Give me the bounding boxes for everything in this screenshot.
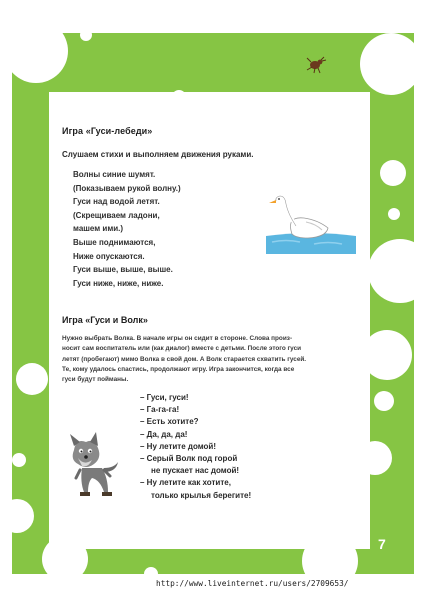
rules-line: носит сам воспитатель или (как диалог) вместе с детьми. После этого гуси [62, 345, 302, 353]
dialog-line: – Ну летите как хотите, [140, 478, 231, 488]
decor-dot [80, 33, 92, 41]
decor-dot [16, 363, 48, 395]
wolf-illustration [60, 432, 128, 500]
game1-intro: Слушаем стихи и выполняем движения руками. [62, 150, 254, 159]
rules-line: Нужно выбрать Волка. В начале игры он сидит в стороне. Слова произ- [62, 335, 293, 342]
bug-icon [303, 54, 327, 74]
game2-title: Игра «Гуси и Волк» [62, 315, 148, 325]
page-number: 7 [378, 536, 386, 552]
decor-dot [374, 391, 394, 411]
rules-line: летят (пробегают) мимо Волка в свой дом. А Волк старается схватить гусей. [62, 355, 307, 363]
decor-dot [360, 33, 414, 95]
poem-line: (Скрещиваем ладони, [73, 210, 160, 220]
poem-line: Гуси выше, выше, выше. [73, 265, 173, 275]
game1-poem [73, 168, 181, 290]
dialog-line: – Гуси, гуси! [140, 393, 189, 402]
poem-line: Волны синие шумят. [73, 170, 156, 179]
game2-dialog [140, 392, 251, 502]
dialog-line: – Ну летите домой! [140, 441, 217, 451]
footer-url[interactable]: http://www.liveinternet.ru/users/2709653/ [156, 579, 349, 588]
decor-dot [380, 160, 406, 186]
dialog-line: – Га-га-га! [140, 405, 180, 415]
decor-dot [12, 499, 34, 533]
game1-title: Игра «Гуси-лебеди» [62, 126, 153, 136]
dialog-line: – Серый Волк под горой [140, 453, 238, 463]
decor-dot [12, 33, 68, 83]
poem-line: Выше поднимаются, [73, 237, 156, 247]
dialog-line: – Есть хотите? [140, 417, 199, 427]
decor-dot [368, 239, 414, 303]
poem-line: Гуси над водой летят. [73, 197, 160, 207]
decor-dot [144, 567, 158, 574]
dialog-line: только крылья берегите! [151, 490, 252, 500]
decor-dot [388, 208, 400, 220]
poem-line: (Показываем рукой волну.) [73, 183, 181, 193]
rules-line: Те, кому удалось спастись, продолжают игру. Игра закончится, когда все [62, 365, 295, 373]
game2-rules [62, 334, 360, 385]
dialog-line: не пускает нас домой! [151, 466, 240, 476]
poem-line: Гуси ниже, ниже, ниже. [73, 278, 164, 288]
poem-line: Ниже опускаются. [73, 251, 145, 261]
decor-dot [12, 453, 26, 467]
dialog-line: – Да, да, да! [140, 429, 188, 439]
poem-line: машем ими.) [73, 224, 124, 234]
rules-line: гуси будут пойманы. [62, 376, 129, 384]
swan-illustration [266, 192, 356, 254]
